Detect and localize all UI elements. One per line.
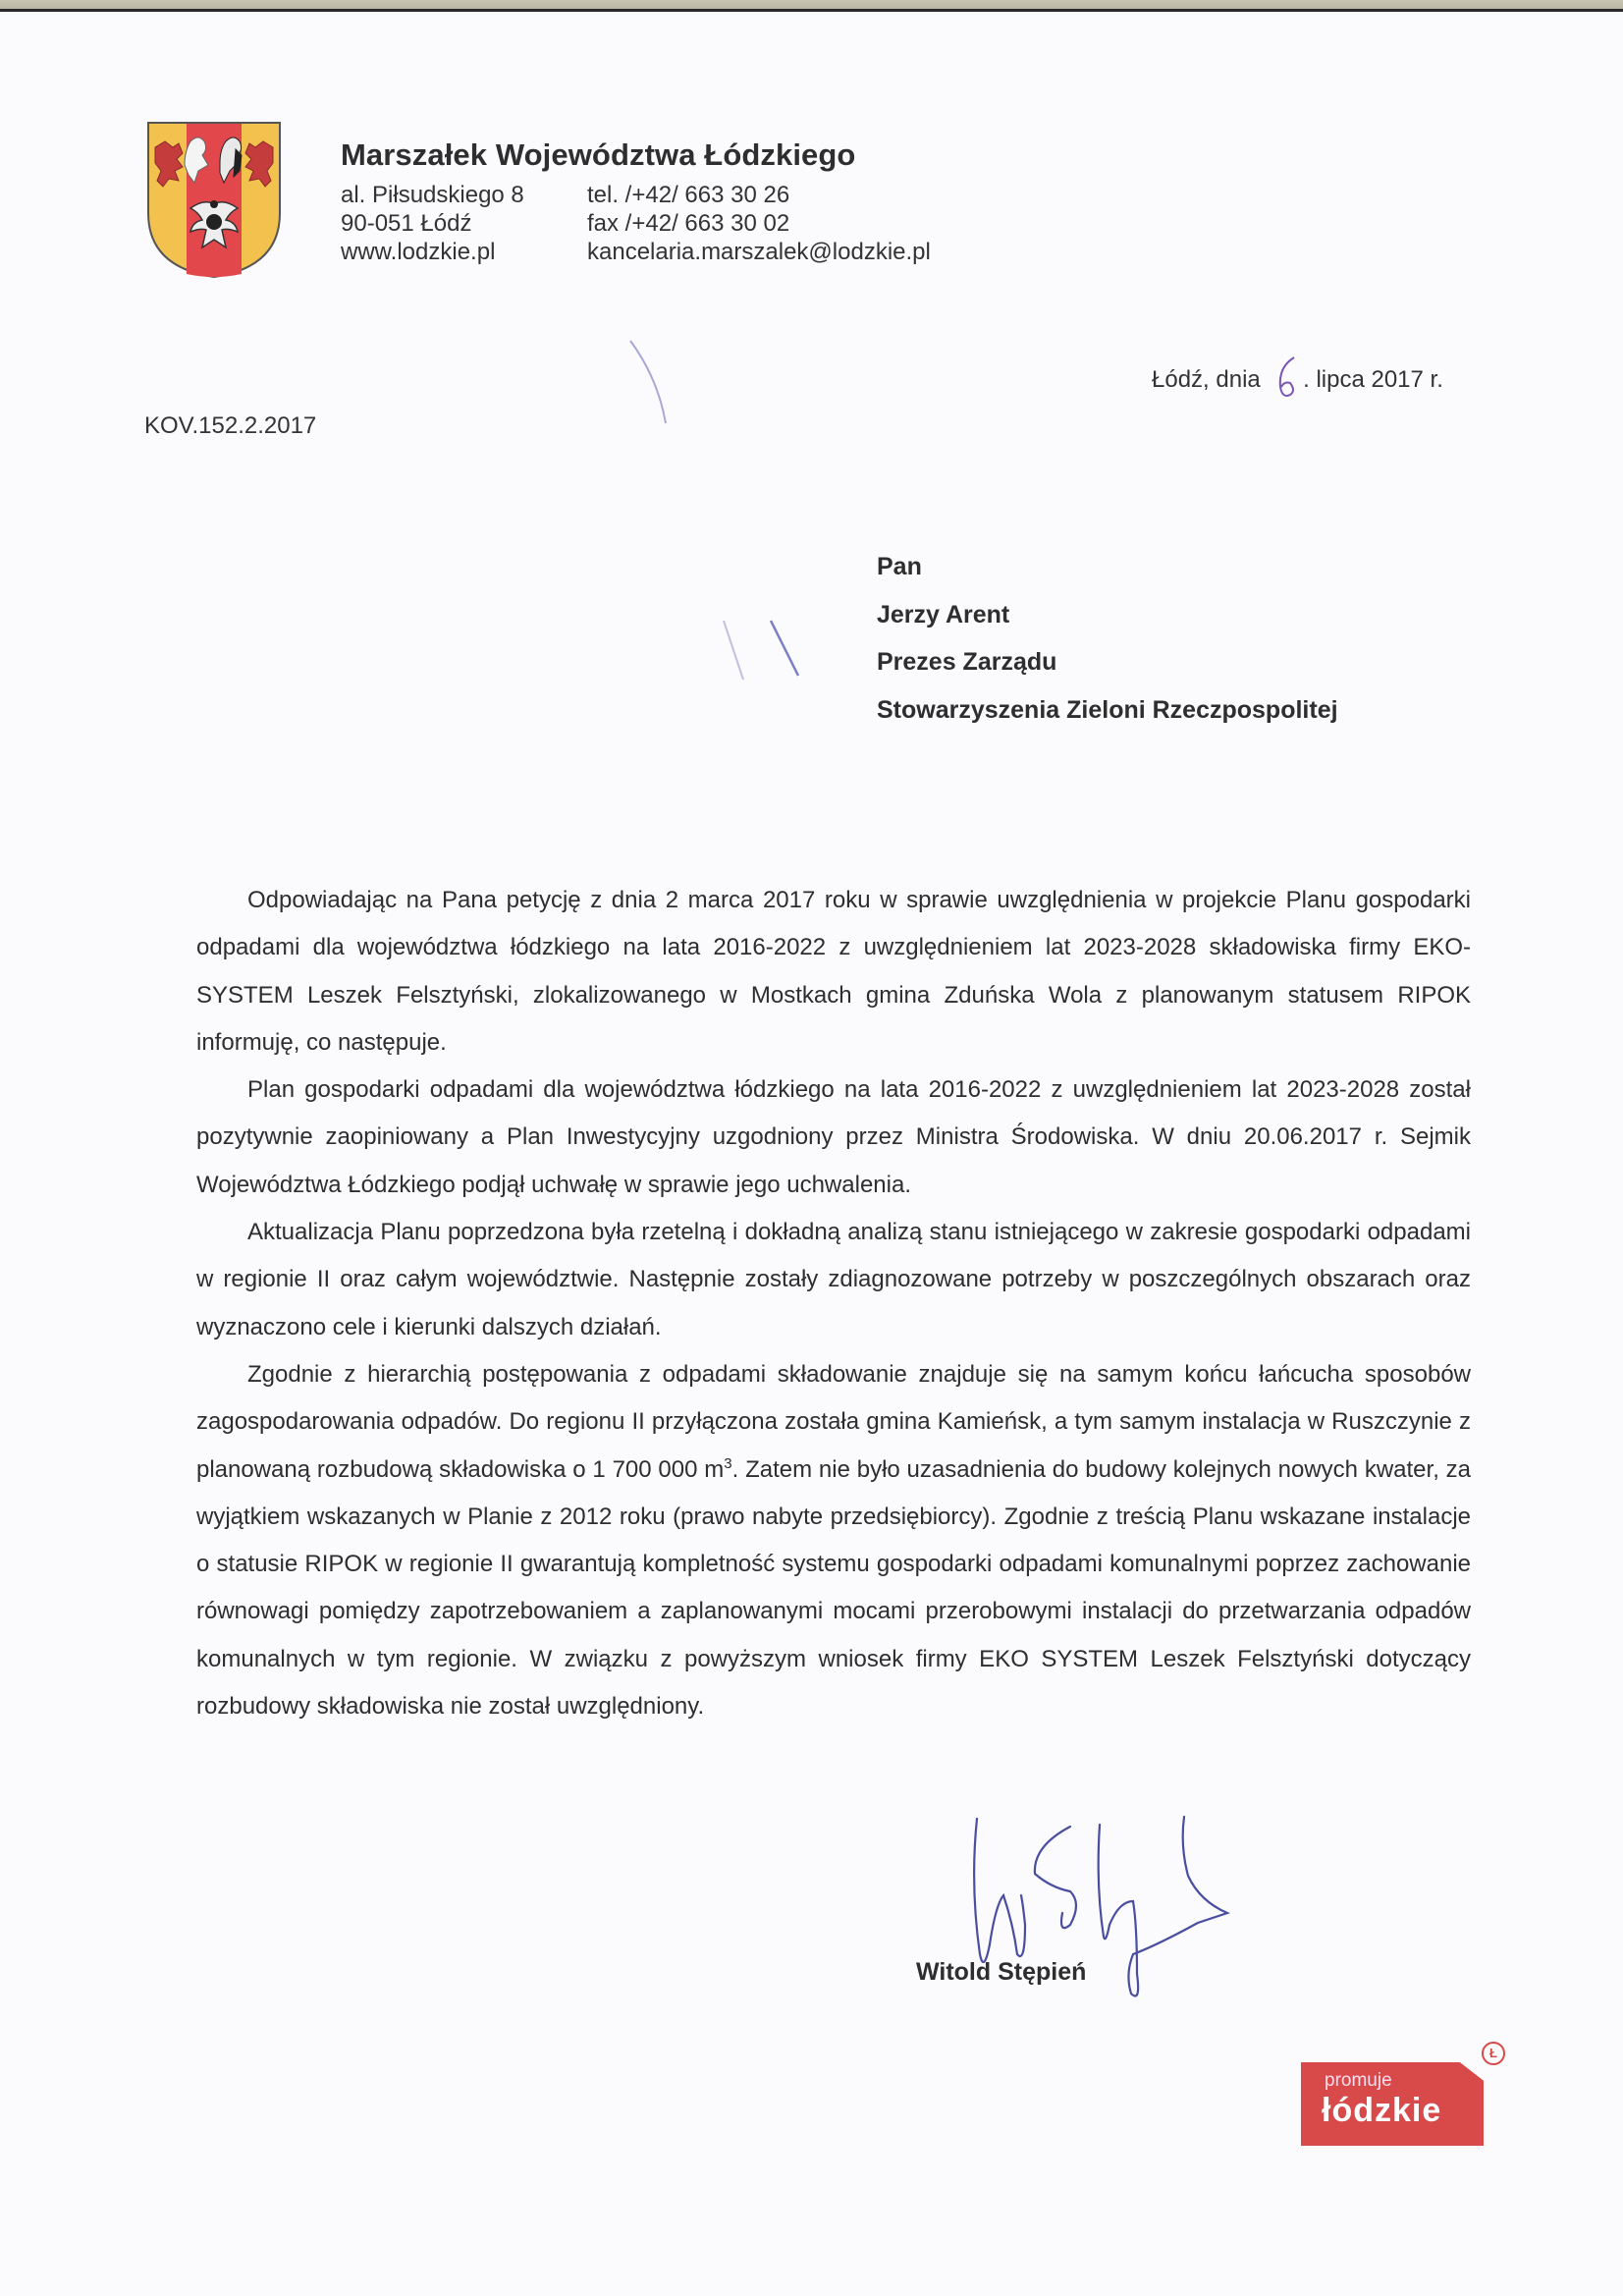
logo-big-text: łódzkie — [1322, 2092, 1442, 2129]
date-suffix: . lipca 2017 r. — [1303, 366, 1443, 393]
phone-number: tel. /+42/ 663 30 26 — [587, 182, 790, 208]
address-street: al. Piłsudskiego 8 — [341, 182, 524, 208]
signatory-name: Witold Stępień — [916, 1958, 1087, 1986]
pen-stroke-mark — [628, 339, 677, 427]
body-paragraph: Aktualizacja Planu poprzedzona była rzetelną i dokładną analizą stanu istniejącego w zakresie gospodarki odpadami w regionie II oraz całym województwie. Następnie zostały zdiagnozowane potrzeby w poszczególnych obszarach oraz wyznaczono cele i kierunki dalszych działań. — [196, 1219, 1471, 1340]
website-link[interactable]: www.lodzkie.pl — [341, 239, 496, 265]
recipient-block — [877, 552, 1338, 742]
body-paragraph: Plan gospodarki odpadami dla województwa łódzkiego na lata 2016-2022 z uwzględnieniem lat 2023-2028 został pozytywnie zaopiniowany a Plan Inwestycyjny uzgodniony przez Ministra Środowiska. W dniu 20.06.2017 r. Sejmik Województwa Łódzkiego podjął uchwałę w sprawie jego uchwalenia. — [196, 1076, 1471, 1198]
logo-l-mark-icon: Ł — [1482, 2042, 1505, 2065]
date-prefix: Łódź, dnia — [1152, 366, 1261, 393]
letterhead-contact — [587, 181, 931, 266]
recipient-salutation: Pan — [877, 553, 922, 580]
letter-body — [196, 877, 1471, 1730]
recipient-name: Jerzy Arent — [877, 600, 1010, 629]
coat-of-arms-icon — [145, 120, 283, 279]
address-city: 90-051 Łódź — [341, 210, 472, 237]
fax-number: fax /+42/ 663 30 02 — [587, 210, 790, 237]
scan-edge — [0, 0, 1623, 12]
email-link[interactable]: kancelaria.marszalek@lodzkie.pl — [587, 239, 931, 265]
letterhead-address — [341, 181, 524, 266]
handwritten-day-six — [1272, 354, 1306, 403]
paragraph-text: . Zatem nie było uzasadnienia do budowy kolejnych nowych kwater, za wyjątkiem wskazanych w Planie z 2012 roku (prawo nabyte przedsiębiorcy). Zgodnie z treścią Planu wskazane instalacje o statusie RIPOK w regionie II gwarantują kompletność systemu gospodarki odpadami komunalnymi poprzez zachowanie równowagi pomiędzy zapotrzebowaniem a zaplanowanymi mocami przerobowymi instalacji do przetwarzania odpadów komunalnych w tym regionie. W związku z powyższym wniosek firmy EKO SYSTEM Leszek Felsztyński dotyczący rozbudowy składowiska nie został uwzględniony. — [196, 1455, 1472, 1721]
superscript-cubed: 3 — [724, 1454, 732, 1472]
recipient-organization: Stowarzyszenia Zieloni Rzeczpospolitej — [877, 695, 1338, 724]
logo-small-text: promuje — [1325, 2070, 1392, 2091]
recipient-title: Prezes Zarządu — [877, 648, 1057, 676]
reference-number: KOV.152.2.2017 — [144, 412, 317, 439]
promuje-lodzkie-logo — [1301, 2038, 1497, 2146]
body-paragraph — [196, 1351, 1471, 1730]
body-paragraph: Odpowiadając na Pana petycję z dnia 2 marca 2017 roku w sprawie uwzględnienia w projekcie Planu gospodarki odpadami dla województwa łódzkiego na lata 2016-2022 z uwzględnieniem lat 2023-2028 składowiska firmy EKO-SYSTEM Leszek Felsztyński, zlokalizowanego w Mostkach gmina Zduńska Wola z planowanym statusem RIPOK informuję, co następuje. — [196, 887, 1471, 1056]
paragraph-text: Zgodnie z hierarchią postępowania z odpadami składowanie znajduje się na samym końcu łańcucha sposobów zagospodarowania odpadów. Do regionu II przyłączona została gmina Kamieńsk, a tym samym instalacja w Ruszczynie z planowaną rozbudową składowiska o 1 700 000 m — [196, 1360, 1471, 1483]
letterhead-title: Marszałek Województwa Łódzkiego — [341, 137, 856, 172]
pen-stroke-mark — [722, 619, 820, 687]
